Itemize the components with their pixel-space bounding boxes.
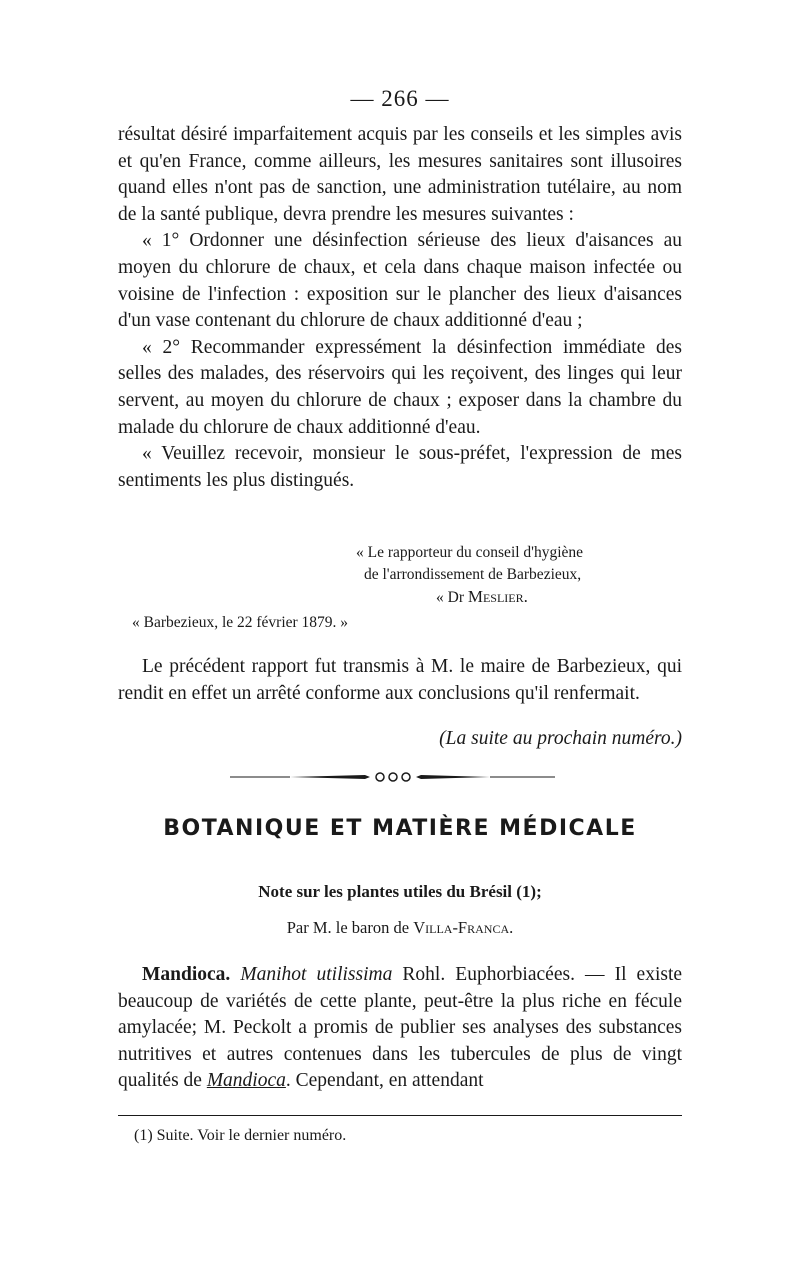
signature-prefix: « Dr	[436, 589, 468, 606]
article-byline	[0, 918, 800, 938]
entry-plant-name: Mandioca.	[142, 964, 231, 985]
closing-paragraph: Le précédent rapport fut transmis à M. le maire de Barbezieux, qui rendit en effet un arrêté conforme aux conclusions qu'il renfermait.	[118, 656, 682, 704]
entry-family: Euphorbiacées.	[455, 964, 575, 985]
continued-note: (La suite au prochain numéro.)	[439, 728, 682, 749]
entry-authority: Rohl.	[402, 964, 446, 985]
signature-block	[118, 542, 682, 642]
signature-date: « Barbezieux, le 22 février 1879. »	[132, 614, 349, 631]
article-entry	[118, 962, 682, 1095]
entry-text: — Il existe beaucoup de variétés de cette plante, peut-être la plus riche en fécule amylacée; M. Peckolt a promis de publier ses analyses des substances nutritives et autres contenues dans les tubercules de plus de vingt qualités de	[118, 964, 683, 1092]
letter-paragraph-1: résultat désiré imparfaitement acquis par les conseils et les simples avis et qu'en France, comme ailleurs, les mesures sanitaires sont illusoires quand elles n'ont pas de sanction, une administration tutélaire, au nom de la santé publique, devra prendre les mesures suivantes :	[118, 124, 682, 225]
section-title: BOTANIQUE ET MATIÈRE MÉDICALE	[163, 816, 637, 841]
byline-prefix: Par M. le baron de	[286, 918, 414, 937]
letter-body	[118, 122, 682, 494]
article-title: Note sur les plantes utiles du Brésil (1);	[258, 882, 542, 901]
footnote-rule	[118, 1115, 682, 1116]
signature-name: Meslier.	[467, 587, 528, 606]
signature-line-1: « Le rapporteur du conseil d'hygiène	[356, 544, 584, 561]
decorative-divider-icon	[230, 770, 570, 784]
letter-paragraph-4: « Veuillez recevoir, monsieur le sous-préfet, l'expression de mes sentiments les plus distingués.	[118, 443, 682, 491]
signature-line-2: de l'arrondissement de Barbezieux,	[364, 566, 582, 583]
entry-text-end: . Cependant, en attendant	[285, 1070, 484, 1092]
letter-paragraph-3: « 2° Recommander expressément la désinfection immédiate des selles des malades, des réservoirs qui les reçoivent, des linges qui leur servent, au moyen du chlorure de chaux ; exposer dans la chambre du malade du chlorure de chaux additionné d'eau.	[118, 336, 682, 438]
footnote: (1) Suite. Voir le dernier numéro.	[134, 1127, 347, 1144]
entry-latin-name: Manihot utilissima	[240, 964, 393, 985]
signature-author	[436, 586, 528, 609]
letter-paragraph-2: « 1° Ordonner une désinfection sérieuse des lieux d'aisances au moyen du chlorure de chaux, et cela dans chaque maison infectée ou voisine de l'infection : exposition sur le plancher des lieux d'aisances d'un vase contenant du chlorure de chaux additionné d'eau ;	[118, 230, 682, 332]
byline-author: Villa-Franca.	[413, 918, 514, 937]
entry-italic-term: Mandioca	[206, 1070, 286, 1092]
page-number: — 266 —	[350, 86, 450, 111]
article-body	[118, 962, 682, 1095]
